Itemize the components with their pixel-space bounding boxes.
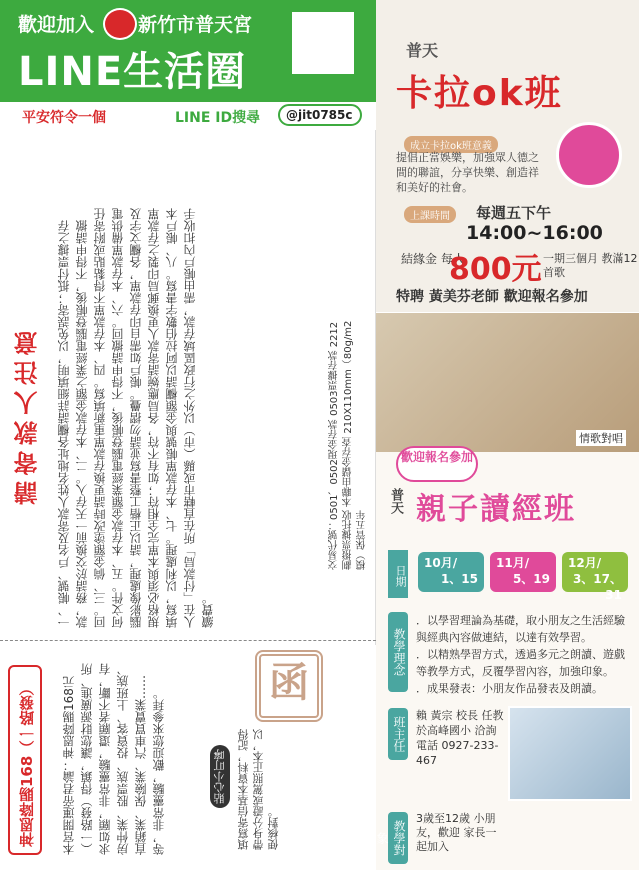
concept-item: ．成果發表：小朋友作品發表及朗讀。: [416, 682, 603, 695]
temple-name: 新竹市普天宮: [138, 14, 253, 36]
purpose-label: 成立卡拉ok班意義: [404, 136, 498, 153]
seal-icon: 函: [255, 650, 323, 722]
fee-label: 結緣金 每人: [401, 252, 465, 266]
line-id-search[interactable]: @jit0785c: [278, 104, 362, 126]
teacher-line: 特聘 黃美芬老師 歡迎報名參加: [396, 289, 588, 305]
tip-body: 填寫寄信基本資料，記得帶身分證或駕照正本，以便核對。: [237, 729, 280, 850]
karaoke-subtitle: 普天: [406, 41, 439, 60]
principal-info: 賴 黃宗 校長 任教於高峰國小 洽詢電話 0927-233-467: [416, 709, 504, 767]
time-label: 上課時間: [404, 206, 456, 223]
fee-note: 一期三個月 教滿12首歌: [543, 252, 638, 279]
karaoke-title: 卡拉ok班: [396, 73, 563, 114]
mascot-icon: [103, 8, 137, 40]
month-card: [418, 552, 484, 592]
karaoke-section: [376, 0, 639, 325]
target-tag: 教學對象: [388, 812, 408, 864]
month-card: [562, 552, 628, 602]
month-days: 1、15: [440, 572, 478, 586]
signup-badge: 歡迎報名參加: [396, 446, 478, 482]
month-label: 10月/: [424, 556, 458, 570]
fee-amount: 800元: [449, 252, 542, 287]
welcome-text: 歡迎加入: [18, 14, 95, 36]
month-days: 3、17、31: [572, 572, 622, 602]
class-day: 每週五下午: [476, 204, 552, 222]
ad-body: 本宮開運帝君論：神恩降賜168元（一路發）得鎮，讓您財源廣進、所求如願，非常靈驗，還願者不斷，有房仲業、股票族、投資客、上班族、直銷業、保險業、汽車買賣業……等，非常靈驗，歡迎您來參拜。: [62, 663, 166, 855]
ad-tag: 神恩降賜168（一路發）: [8, 665, 42, 855]
reading-photo: [508, 706, 632, 801]
notice-body: 一、帳號、戶名及寄款人姓名地址各欄請詳細填明，以免誤寄；抵付票據之存款，務請於交換前一天存入。二、本存款金額之業經電腦登帳後，不得申請撤回。三、倘金額塗改時請更換存款單重新填寫。四、本存款單不得黏貼或附寄任何文件。五、本存款金額業經電腦登帳後，不得申請撤回。六、本存款單備供電腦影像處理，請以正楷工整書寫並請勿摺疊。帳戶如需自印存款單，各欄文字及規格必須與本單完全相符；如有不符，各局應婉請寄款人更換郵局印製之存款單填寫，以利處理。七、本存款單帳號與金額欄請以阿拉伯數字書寫。八、帳戶本人在「付款局」所在直轄市或縣（市）以外之行政區域存款，需由帳戶內扣收手續費。: [57, 208, 215, 628]
teacher-avatar: [556, 122, 622, 188]
reading-prefix: 普天: [388, 488, 403, 514]
class-time: 14:00~16:00: [466, 222, 603, 244]
concept-list: [416, 612, 631, 697]
tip-heading: 貼心小叮嚀: [210, 745, 230, 808]
concept-item: ．以學習理論為基礎，取小朋友之生活經驗與經典內容做連結，以達有效學習。: [416, 614, 625, 644]
principal-tag: 班主任: [388, 708, 408, 760]
amulet-text: 平安符令一個: [22, 110, 106, 126]
month-label: 11月/: [496, 556, 530, 570]
line-title: LINE生活圈: [18, 49, 247, 95]
month-card: [490, 552, 556, 592]
notice-title: 請寄款人注意: [14, 325, 42, 505]
right-panel: [376, 0, 639, 870]
target-info: 3歲至12歲 小朋友，歡迎 家長一起加入: [416, 812, 497, 853]
purpose-text: 提倡正當娛樂，加強眾人德之間的聯誼，分享快樂、創造祥和美好的社會。: [396, 151, 539, 194]
notice-code: 交易代號：0501、0502現金存款 0503票據存款 2212劃撥票據托收 本聯由儲金存查 210X110mm（80g/m2模）保管五年: [329, 320, 368, 570]
qr-code-icon[interactable]: [292, 12, 354, 74]
cut-line: [0, 640, 376, 641]
month-label: 12月/: [568, 556, 602, 570]
concept-item: ．以精熟學習方式，透過多元之朗讀、遊戲等教學方式，反覆學習內容，加強印象。: [416, 648, 625, 678]
reading-title: 親子讀經班: [416, 492, 576, 527]
line-id-label: LINE ID搜尋: [175, 110, 261, 126]
concept-tag: 教學理念: [388, 612, 408, 692]
photo-caption: 情歌對唱: [576, 430, 626, 446]
month-days: 5、19: [512, 572, 550, 586]
date-tag: 日期: [388, 550, 408, 598]
